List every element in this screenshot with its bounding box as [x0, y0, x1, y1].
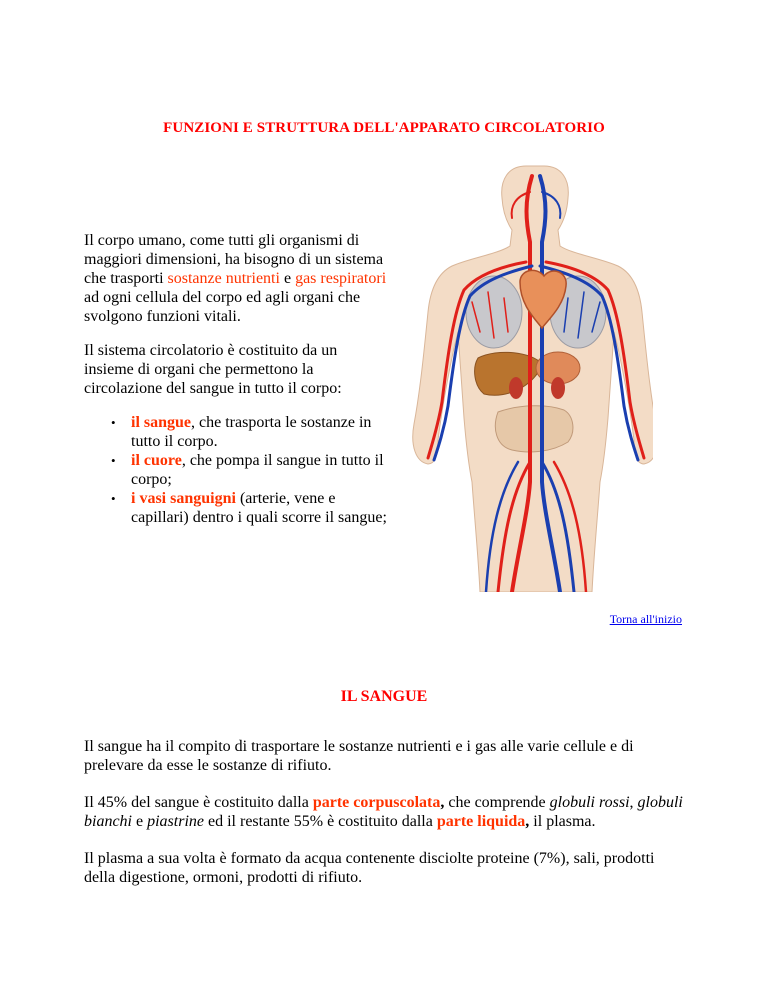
section-title-blood: IL SANGUE	[340, 688, 428, 705]
highlight-gases: gas respiratori	[295, 270, 387, 287]
intro-paragraph-1: Il corpo umano, come tutti gli organismi di maggiori dimensioni, ha bisogno di un sistema che trasporti sostanze nutrienti e gas respiratori ad ogni cellula del corpo ed agli organi che svolgono funzioni vitali.	[84, 232, 387, 325]
list-item-heart: • il cuore, che pompa il sangue in tutto il corpo;	[84, 451, 389, 489]
highlight-nutrients: sostanze nutrienti	[167, 270, 280, 287]
intro-section	[84, 231, 389, 527]
highlight-liquid: parte liquida	[436, 813, 526, 830]
blood-paragraph-3: Il plasma a sua volta è formato da acqua contenente disciolte proteine (7%), sali, prodotti della digestione, ormoni, prodotti di rifiuto.	[84, 850, 655, 886]
highlight-corpuscular: parte corpuscolata	[312, 794, 441, 811]
intro-paragraph-2: Il sistema circolatorio è costituito da un insieme di organi che permettono la circolazione del sangue in tutto il corpo:	[84, 342, 342, 397]
list-item-blood: • il sangue, che trasporta le sostanze in tutto il corpo.	[84, 413, 389, 451]
page-title: FUNZIONI E STRUTTURA DELL'APPARATO CIRCOLATORIO	[163, 120, 605, 136]
organ-list	[84, 413, 389, 527]
back-to-top-link[interactable]: Torna all'inizio	[609, 612, 682, 626]
circulatory-system-illustration	[408, 162, 653, 592]
blood-paragraph-1: Il sangue ha il compito di trasportare le sostanze nutrienti e i gas alle varie cellule e di prelevare da esse le sostanze di rifiuto.	[84, 738, 634, 774]
blood-section	[84, 737, 684, 905]
list-item-vessels: • i vasi sanguigni (arterie, vene e capillari) dentro i quali scorre il sangue;	[84, 489, 389, 527]
blood-paragraph-2: Il 45% del sangue è costituito dalla parte corpuscolata, che comprende globuli rossi, globuli bianchi e piastrine ed il restante 55% è costituito dalla parte liquida, il plasma.	[84, 794, 683, 830]
